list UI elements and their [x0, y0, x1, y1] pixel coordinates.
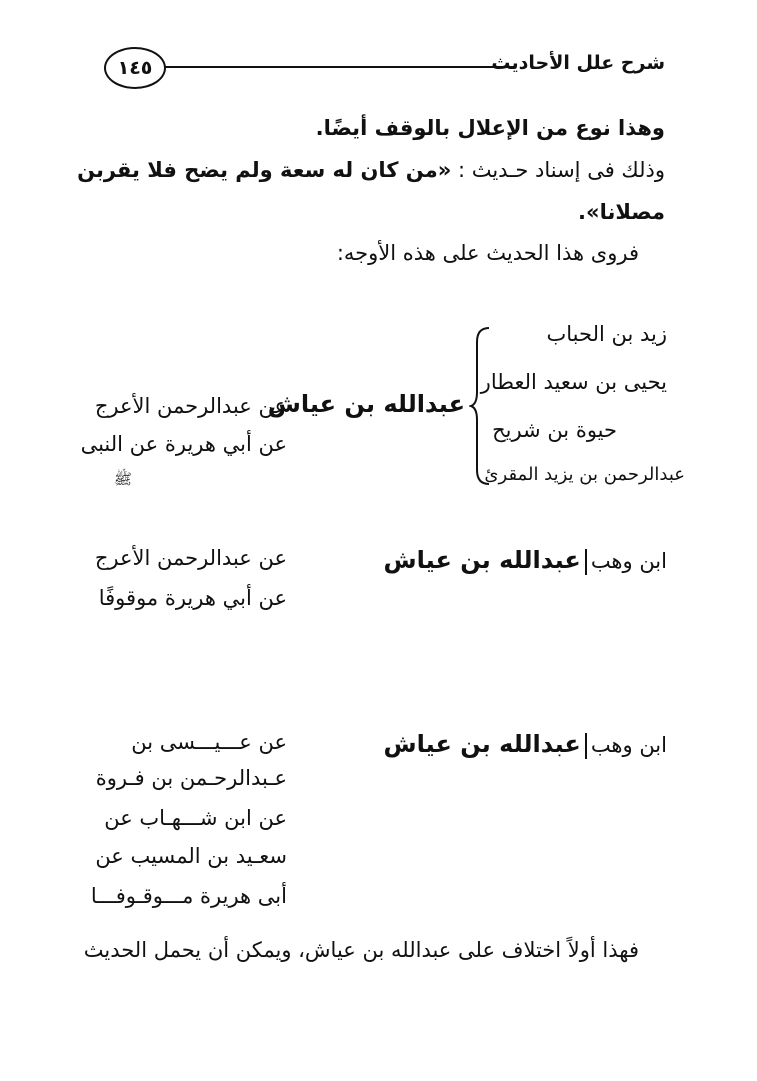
paragraph-line-4: فروى هذا الحديث على هذه الأوجه: — [336, 241, 639, 265]
paragraph-line-1: وهذا نوع من الإعلال بالوقف أيضًا. — [315, 116, 665, 140]
center-narrator-3: عبدالله بن عياش — [383, 730, 581, 758]
chain2-row-1 — [384, 546, 667, 575]
page-number-badge — [104, 47, 166, 89]
separator-bar — [585, 549, 587, 575]
chain2-line-1: عن عبدالرحمن الأعرج — [94, 546, 287, 570]
header-rule — [160, 66, 515, 68]
chain3-line-5: أبى هريرة مـــوقـوفـــا — [90, 884, 287, 908]
separator-bar — [585, 733, 587, 759]
running-header-title: شرح علل الأحاديث — [491, 52, 665, 74]
narrator-4: عبدالرحمن بن يزيد المقرئ — [484, 464, 685, 485]
hadith-quote: «من كان له سعة ولم يضح فلا يقربن — [77, 158, 452, 182]
chain3-line-2: عـبدالرحـمن بن فـروة — [95, 766, 287, 790]
paragraph-line-2 — [77, 158, 665, 182]
narrator-3: حيوة بن شريح — [492, 418, 617, 442]
page-number: ١٤٥ — [117, 57, 153, 79]
line2-prefix: وذلك فى إسناد حـديث : — [457, 158, 665, 182]
chain3-line-1: عن عـــيـــسى بن — [131, 730, 287, 754]
curly-brace-icon — [469, 326, 491, 486]
narrator-1: زيد بن الحباب — [546, 322, 667, 346]
chain3-line-3: عن ابن شـــهـاب عن — [104, 806, 287, 830]
chain3-line-4: سعـيد بن المسيب عن — [95, 844, 287, 868]
chain1-line-2: عن أبي هريرة عن النبى — [80, 432, 287, 456]
closing-line: فهذا أولاً اختلاف على عبدالله بن عياش، ويمكن أن يحمل الحديث — [83, 938, 639, 962]
chain3-narrator: ابن وهب — [590, 733, 667, 757]
chain2-line-2: عن أبي هريرة موقوفًا — [98, 586, 287, 610]
narrator-2: يحيى بن سعيد العطار — [480, 370, 667, 394]
chain2-narrator: ابن وهب — [590, 549, 667, 573]
center-narrator-2: عبدالله بن عياش — [383, 546, 581, 574]
center-narrator-1: عبدالله بن عياش — [267, 390, 465, 418]
salutation-seal: ﷺ — [113, 470, 132, 488]
chain1-line-1: عن عبدالرحمن الأعرج — [94, 394, 287, 418]
chain3-row-1 — [384, 730, 667, 759]
paragraph-line-3: مصلانا». — [578, 200, 665, 224]
